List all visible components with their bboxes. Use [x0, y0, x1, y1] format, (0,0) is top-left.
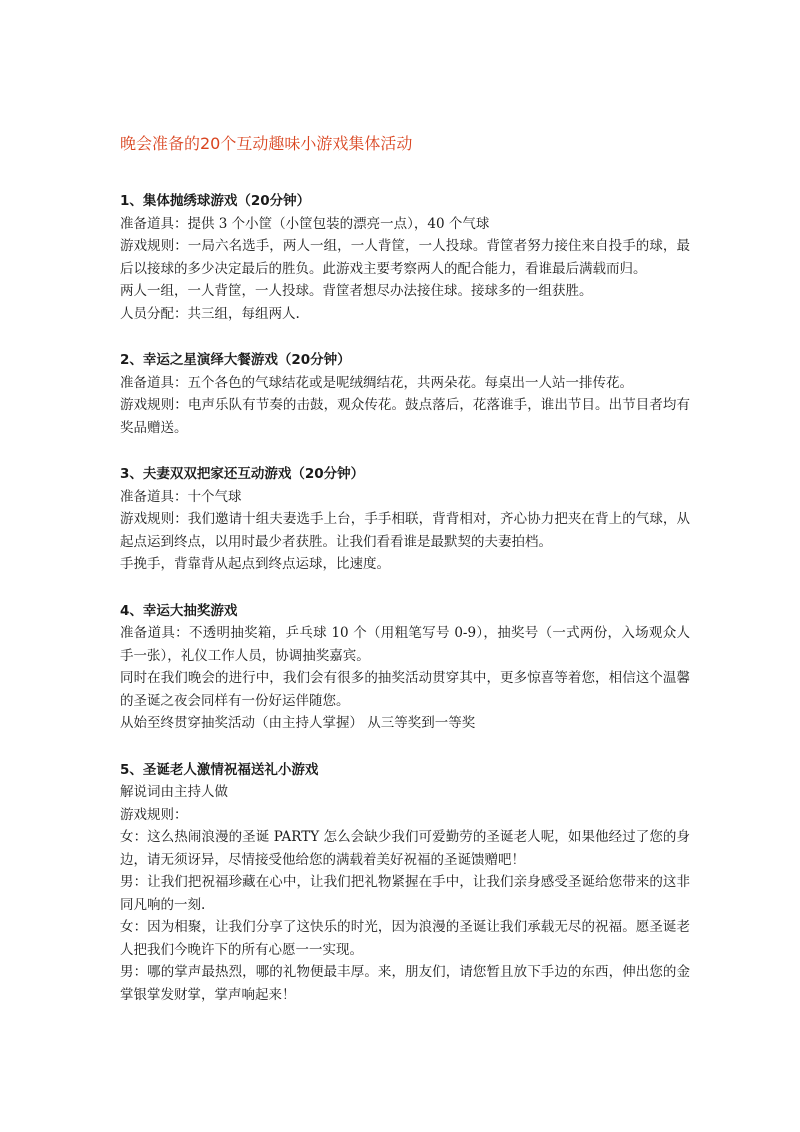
paragraph: 准备道具：十个气球: [120, 488, 242, 505]
paragraph: 人员分配：共三组，每组两人.: [120, 305, 300, 322]
paragraph: 准备道具：提供 3 个小筐（小筐包装的漂亮一点），40 个气球: [120, 215, 490, 232]
section-2: [120, 349, 690, 439]
section-1: [120, 190, 690, 325]
paragraph: 两人一组，一人背筐，一人投球。背筐者想尽办法接住球。接球多的一组获胜。: [120, 283, 593, 299]
section-heading: 3、夫妻双双把家还互动游戏（20分钟）: [120, 466, 365, 482]
document-title: 晚会准备的20个互动趣味小游戏集体活动: [120, 134, 413, 153]
section-heading: 2、幸运之星演绎大餐游戏（20分钟）: [120, 352, 351, 368]
paragraph: 游戏规则：: [120, 806, 188, 823]
section-heading: 5、圣诞老人激情祝福送礼小游戏: [120, 761, 319, 778]
paragraph: 男：让我们把祝福珍藏在心中，让我们把礼物紧握在手中，让我们亲身感受圣诞给您带来的这非同凡响的一刻.: [120, 874, 690, 913]
section-3: [120, 463, 690, 576]
section-heading: 4、幸运大抽奖游戏: [120, 602, 238, 619]
paragraph: 女：因为相聚，让我们分享了这快乐的时光，因为浪漫的圣诞让我们承载无尽的祝福。愿圣诞老人把我们今晚许下的所有心愿一一实现。: [120, 919, 690, 958]
section-5: [120, 759, 690, 1007]
paragraph: 从始至终贯穿抽奖活动（由主持人掌握） 从三等奖到一等奖: [120, 715, 476, 731]
paragraph: 准备道具：五个各色的气球结花或是呢绒绸结花，共两朵花。每桌出一人站一排传花。: [120, 374, 633, 391]
paragraph: 解说词由主持人做: [120, 784, 228, 800]
paragraph: 游戏规则：我们邀请十组夫妻选手上台，手手相联，背背相对，齐心协力把夹在背上的气球，从起点运到终点，以用时最少者获胜。让我们看看谁是最默契的夫妻拍档。: [120, 511, 690, 550]
section-4: [120, 600, 690, 735]
paragraph: 游戏规则：一局六名选手，两人一组，一人背筐，一人投球。背筐者努力接住来自投手的球，最后以接球的多少决定最后的胜负。此游戏主要考察两人的配合能力，看谁最后满载而归。: [120, 238, 690, 277]
paragraph: 游戏规则：电声乐队有节奏的击鼓，观众传花。鼓点落后，花落谁手，谁出节目。出节目者均有奖品赠送。: [120, 397, 690, 436]
paragraph: 同时在我们晚会的进行中，我们会有很多的抽奖活动贯穿其中，更多惊喜等着您，相信这个温馨的圣诞之夜会同样有一份好运伴随您。: [120, 670, 690, 709]
paragraph: 准备道具：不透明抽奖箱，乒乓球 10 个（用粗笔写号 0-9），抽奖号（一式两份，入场观众人手一张），礼仪工作人员，协调抽奖嘉宾。: [120, 625, 690, 664]
paragraph: 男：哪的掌声最热烈，哪的礼物便最丰厚。来，朋友们，请您暂且放下手边的东西，伸出您的金掌银掌发财掌，掌声响起来！: [120, 964, 690, 1003]
paragraph: 女：这么热闹浪漫的圣诞 PARTY 怎么会缺少我们可爱勤劳的圣诞老人呢，如果他经过了您的身边，请无须讶异，尽情接受他给您的满载着美好祝福的圣诞馈赠吧！: [120, 829, 690, 868]
section-heading: 1、集体抛绣球游戏（20分钟）: [120, 193, 311, 209]
document-page: [120, 128, 690, 1030]
paragraph: 手挽手，背靠背从起点到终点运球，比速度。: [120, 556, 390, 572]
